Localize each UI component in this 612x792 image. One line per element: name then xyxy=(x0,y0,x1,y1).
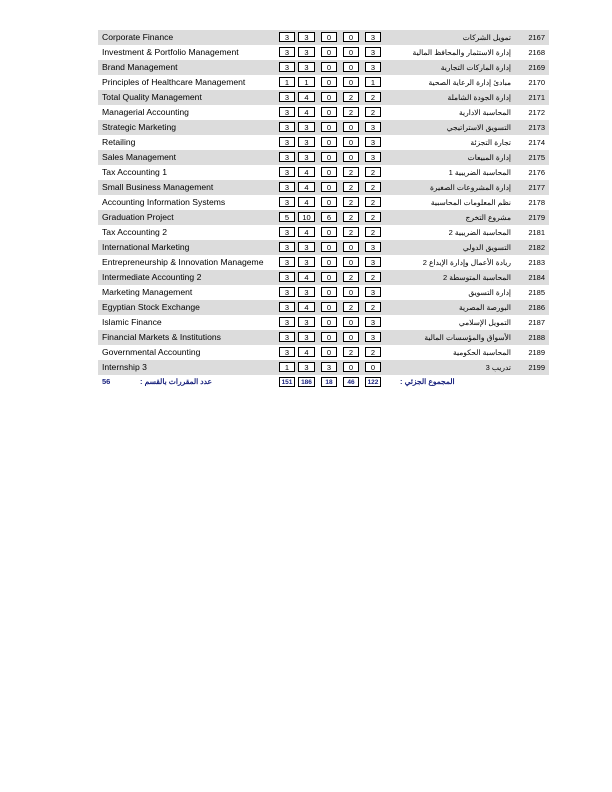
course-name-en: Principles of Healthcare Management xyxy=(102,77,246,87)
course-name-ar: تجارة التجزئة xyxy=(470,138,511,147)
hours-cell: 0 xyxy=(321,197,337,207)
course-name-en: Financial Markets & Institutions xyxy=(102,332,221,342)
course-name-ar: إدارة الماركات التجارية xyxy=(440,63,511,72)
hours-cell: 2 xyxy=(343,167,359,177)
hours-cell: 4 xyxy=(298,197,315,207)
table-row xyxy=(98,105,549,120)
total-cell: 18 xyxy=(321,377,337,387)
hours-cell: 4 xyxy=(298,107,315,117)
hours-cell: 2 xyxy=(343,107,359,117)
hours-cell: 0 xyxy=(321,62,337,72)
hours-cell: 3 xyxy=(298,122,315,132)
hours-cell: 3 xyxy=(279,272,295,282)
hours-cell: 3 xyxy=(279,137,295,147)
hours-cell: 3 xyxy=(279,152,295,162)
hours-cell: 0 xyxy=(321,47,337,57)
hours-cell: 0 xyxy=(343,77,359,87)
hours-cell: 2 xyxy=(365,107,381,117)
hours-cell: 3 xyxy=(279,227,295,237)
hours-cell: 3 xyxy=(298,152,315,162)
hours-cell: 0 xyxy=(343,287,359,297)
hours-cell: 0 xyxy=(321,242,337,252)
course-code: 2184 xyxy=(528,273,545,282)
course-name-ar: إدارة الاستثمار والمحافظ المالية xyxy=(412,48,511,57)
course-code: 2185 xyxy=(528,288,545,297)
hours-cell: 2 xyxy=(365,347,381,357)
hours-cell: 0 xyxy=(321,272,337,282)
table-row xyxy=(98,240,549,255)
course-name-en: Brand Management xyxy=(102,62,178,72)
course-code: 2168 xyxy=(528,48,545,57)
hours-cell: 0 xyxy=(321,122,337,132)
hours-cell: 2 xyxy=(343,347,359,357)
hours-cell: 0 xyxy=(321,332,337,342)
course-name-en: Retailing xyxy=(102,137,136,147)
hours-cell: 3 xyxy=(279,62,295,72)
course-code: 2179 xyxy=(528,213,545,222)
course-name-ar: إدارة التسويق xyxy=(468,288,511,297)
course-count-label: عدد المقررات بالقسم : xyxy=(140,377,213,386)
course-name-en: Tax Accounting 2 xyxy=(102,227,167,237)
hours-cell: 3 xyxy=(298,137,315,147)
hours-cell: 3 xyxy=(365,317,381,327)
course-name-en: Marketing Management xyxy=(102,287,193,297)
hours-cell: 0 xyxy=(321,107,337,117)
course-code: 2181 xyxy=(528,228,545,237)
course-code: 2182 xyxy=(528,243,545,252)
course-code: 2174 xyxy=(528,138,545,147)
table-row xyxy=(98,150,549,165)
hours-cell: 3 xyxy=(279,347,295,357)
course-name-en: Entrepreneurship & Innovation Manageme xyxy=(102,257,264,267)
table-row xyxy=(98,195,549,210)
table-row xyxy=(98,45,549,60)
hours-cell: 2 xyxy=(365,272,381,282)
course-code: 2175 xyxy=(528,153,545,162)
hours-cell: 4 xyxy=(298,302,315,312)
course-code: 2199 xyxy=(528,363,545,372)
course-count-value: 56 xyxy=(102,377,111,386)
course-name-en: Managerial Accounting xyxy=(102,107,189,117)
hours-cell: 3 xyxy=(365,122,381,132)
hours-cell: 2 xyxy=(343,212,359,222)
hours-cell: 0 xyxy=(343,137,359,147)
course-code: 2177 xyxy=(528,183,545,192)
course-name-ar: البورصة المصرية xyxy=(458,303,511,312)
hours-cell: 3 xyxy=(298,32,315,42)
course-name-en: Small Business Management xyxy=(102,182,214,192)
hours-cell: 0 xyxy=(321,167,337,177)
hours-cell: 0 xyxy=(321,287,337,297)
course-name-ar: التمويل الإسلامي xyxy=(458,318,511,327)
course-code: 2189 xyxy=(528,348,545,357)
total-cell: 151 xyxy=(279,377,295,387)
course-name-en: Internship 3 xyxy=(102,362,147,372)
hours-cell: 1 xyxy=(279,362,295,372)
course-code: 2188 xyxy=(528,333,545,342)
hours-cell: 0 xyxy=(343,32,359,42)
hours-cell: 0 xyxy=(343,362,359,372)
table-row xyxy=(98,30,549,45)
hours-cell: 0 xyxy=(321,152,337,162)
hours-cell: 3 xyxy=(279,317,295,327)
hours-cell: 2 xyxy=(365,92,381,102)
table-row xyxy=(98,300,549,315)
hours-cell: 0 xyxy=(321,317,337,327)
course-name-ar: المحاسبة الحكومية xyxy=(452,348,511,357)
course-name-en: Governmental Accounting xyxy=(102,347,201,357)
hours-cell: 0 xyxy=(343,122,359,132)
course-code: 2186 xyxy=(528,303,545,312)
table-row xyxy=(98,210,549,225)
course-name-en: Egyptian Stock Exchange xyxy=(102,302,200,312)
total-cell: 122 xyxy=(365,377,381,387)
hours-cell: 3 xyxy=(298,317,315,327)
hours-cell: 0 xyxy=(321,77,337,87)
course-code: 2170 xyxy=(528,78,545,87)
hours-cell: 3 xyxy=(365,62,381,72)
hours-cell: 2 xyxy=(343,92,359,102)
hours-cell: 0 xyxy=(321,347,337,357)
hours-cell: 3 xyxy=(365,257,381,267)
hours-cell: 4 xyxy=(298,182,315,192)
total-cell: 186 xyxy=(298,377,315,387)
hours-cell: 2 xyxy=(343,197,359,207)
hours-cell: 3 xyxy=(298,332,315,342)
course-code: 2176 xyxy=(528,168,545,177)
hours-cell: 0 xyxy=(321,257,337,267)
hours-cell: 0 xyxy=(321,227,337,237)
course-table xyxy=(98,30,549,389)
table-row xyxy=(98,180,549,195)
hours-cell: 4 xyxy=(298,272,315,282)
course-name-ar: المحاسبة الادارية xyxy=(459,108,511,117)
table-row xyxy=(98,225,549,240)
hours-cell: 0 xyxy=(365,362,381,372)
course-code: 2167 xyxy=(528,33,545,42)
hours-cell: 3 xyxy=(365,47,381,57)
hours-cell: 3 xyxy=(298,62,315,72)
hours-cell: 0 xyxy=(321,32,337,42)
hours-cell: 2 xyxy=(343,272,359,282)
hours-cell: 0 xyxy=(321,182,337,192)
table-row xyxy=(98,285,549,300)
hours-cell: 3 xyxy=(298,287,315,297)
course-code: 2169 xyxy=(528,63,545,72)
course-name-ar: المحاسبة المتوسطة 2 xyxy=(442,273,511,282)
course-name-ar: ريادة الأعمال وإدارة الإبداع 2 xyxy=(422,258,511,267)
course-name-ar: المحاسبة الضريبية 2 xyxy=(448,228,511,237)
hours-cell: 5 xyxy=(279,212,295,222)
hours-cell: 3 xyxy=(365,332,381,342)
hours-cell: 3 xyxy=(298,242,315,252)
hours-cell: 3 xyxy=(279,302,295,312)
course-code: 2172 xyxy=(528,108,545,117)
hours-cell: 3 xyxy=(365,152,381,162)
course-name-ar: الأسواق والمؤسسات المالية xyxy=(424,333,511,342)
hours-cell: 4 xyxy=(298,92,315,102)
table-row xyxy=(98,135,549,150)
hours-cell: 4 xyxy=(298,347,315,357)
course-name-ar: إدارة الجودة الشاملة xyxy=(447,93,511,102)
hours-cell: 0 xyxy=(343,257,359,267)
course-code: 2183 xyxy=(528,258,545,267)
course-name-en: Sales Management xyxy=(102,152,177,162)
hours-cell: 2 xyxy=(365,182,381,192)
table-row xyxy=(98,345,549,360)
table-row xyxy=(98,255,549,270)
hours-cell: 2 xyxy=(365,212,381,222)
hours-cell: 3 xyxy=(298,362,315,372)
hours-cell: 2 xyxy=(365,302,381,312)
hours-cell: 3 xyxy=(279,167,295,177)
hours-cell: 3 xyxy=(279,47,295,57)
hours-cell: 0 xyxy=(343,62,359,72)
hours-cell: 3 xyxy=(279,107,295,117)
course-code: 2173 xyxy=(528,123,545,132)
course-code: 2178 xyxy=(528,198,545,207)
course-name-ar: المحاسبة الضريبية 1 xyxy=(448,168,511,177)
hours-cell: 3 xyxy=(279,182,295,192)
course-code: 2171 xyxy=(528,93,545,102)
course-name-ar: التسويق الدولي xyxy=(462,243,511,252)
course-name-ar: مبادئ إدارة الرعاية الصحية xyxy=(428,78,511,87)
hours-cell: 2 xyxy=(365,167,381,177)
hours-cell: 2 xyxy=(365,227,381,237)
hours-cell: 0 xyxy=(343,152,359,162)
course-name-en: Accounting Information Systems xyxy=(102,197,226,207)
summary-row xyxy=(98,375,549,389)
table-row xyxy=(98,120,549,135)
hours-cell: 0 xyxy=(343,47,359,57)
course-name-en: Investment & Portfolio Management xyxy=(102,47,239,57)
hours-cell: 1 xyxy=(365,77,381,87)
hours-cell: 1 xyxy=(298,77,315,87)
hours-cell: 3 xyxy=(279,122,295,132)
hours-cell: 0 xyxy=(321,92,337,102)
course-name-ar: إدارة المبيعات xyxy=(467,153,511,162)
total-cell: 46 xyxy=(343,377,359,387)
hours-cell: 0 xyxy=(321,137,337,147)
table-row xyxy=(98,60,549,75)
table-row xyxy=(98,270,549,285)
course-name-en: Strategic Marketing xyxy=(102,122,177,132)
course-name-ar: إدارة المشروعات الصغيرة xyxy=(429,183,511,192)
table-row xyxy=(98,165,549,180)
hours-cell: 3 xyxy=(279,332,295,342)
hours-cell: 3 xyxy=(279,287,295,297)
table-row xyxy=(98,75,549,90)
hours-cell: 0 xyxy=(321,302,337,312)
course-name-en: International Marketing xyxy=(102,242,190,252)
hours-cell: 3 xyxy=(279,32,295,42)
totals-label: المجموع الجزئي : xyxy=(400,377,455,386)
course-name-en: Graduation Project xyxy=(102,212,174,222)
hours-cell: 2 xyxy=(343,227,359,237)
hours-cell: 3 xyxy=(365,242,381,252)
hours-cell: 0 xyxy=(343,332,359,342)
hours-cell: 0 xyxy=(343,317,359,327)
hours-cell: 10 xyxy=(298,212,315,222)
hours-cell: 3 xyxy=(279,92,295,102)
course-code: 2187 xyxy=(528,318,545,327)
course-name-ar: التسويق الاستراتيجي xyxy=(446,123,511,132)
hours-cell: 3 xyxy=(279,242,295,252)
hours-cell: 6 xyxy=(321,212,337,222)
hours-cell: 0 xyxy=(343,242,359,252)
hours-cell: 3 xyxy=(365,287,381,297)
hours-cell: 2 xyxy=(343,182,359,192)
hours-cell: 4 xyxy=(298,167,315,177)
course-name-en: Islamic Finance xyxy=(102,317,162,327)
table-row xyxy=(98,360,549,375)
table-row xyxy=(98,90,549,105)
hours-cell: 3 xyxy=(298,257,315,267)
course-name-en: Corporate Finance xyxy=(102,32,174,42)
hours-cell: 3 xyxy=(298,47,315,57)
course-name-ar: تمويل الشركات xyxy=(462,33,511,42)
course-name-en: Intermediate Accounting 2 xyxy=(102,272,202,282)
hours-cell: 2 xyxy=(365,197,381,207)
course-name-en: Tax Accounting 1 xyxy=(102,167,167,177)
hours-cell: 3 xyxy=(279,257,295,267)
course-name-ar: تدريب 3 xyxy=(485,363,511,372)
course-name-en: Total Quality Management xyxy=(102,92,202,102)
hours-cell: 3 xyxy=(365,137,381,147)
hours-cell: 4 xyxy=(298,227,315,237)
hours-cell: 3 xyxy=(321,362,337,372)
table-row xyxy=(98,315,549,330)
hours-cell: 3 xyxy=(365,32,381,42)
hours-cell: 1 xyxy=(279,77,295,87)
table-row xyxy=(98,330,549,345)
hours-cell: 2 xyxy=(343,302,359,312)
course-name-ar: نظم المعلومات المحاسبية xyxy=(430,198,511,207)
hours-cell: 3 xyxy=(279,197,295,207)
course-name-ar: مشروع التخرج xyxy=(465,213,511,222)
